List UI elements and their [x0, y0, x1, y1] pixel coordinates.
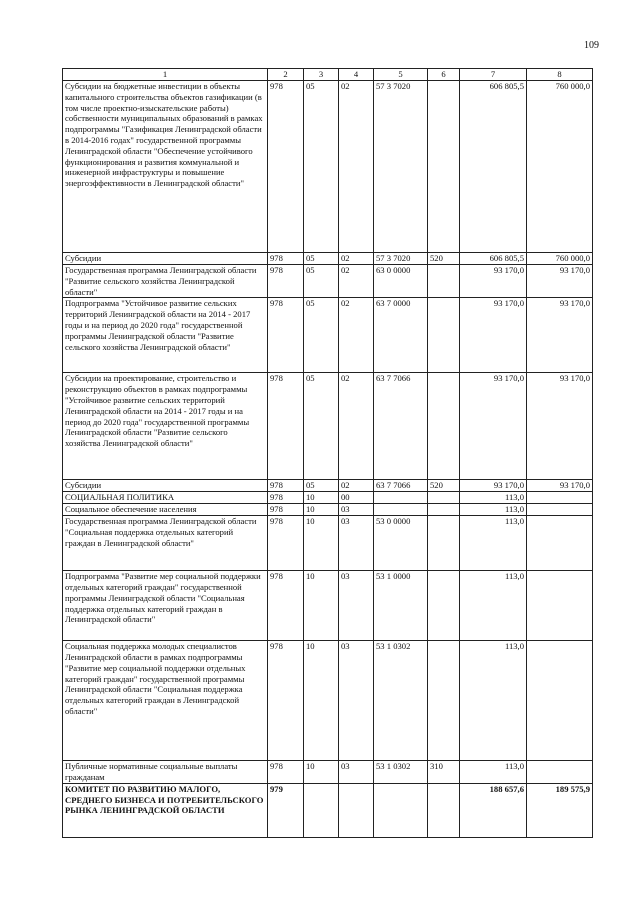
expense-type-cell: 310 [428, 761, 460, 784]
section-code-cell: 05 [304, 253, 339, 265]
row-name-cell: Государственная программа Ленинградской области "Развитие сельского хозяйства Ленинградской области" [63, 265, 268, 298]
row-name-cell: Социальная поддержка молодых специалистов Ленинградской области в рамках подпрограммы "Развитие мер социальной поддержки отдельных категорий граждан" государственной программы Ленинградской области "Социальная поддержка отдельных категорий граждан в Ленинградской области" [63, 641, 268, 761]
amount-year-1-cell: 188 657,6 [460, 783, 527, 837]
expense-type-cell [428, 641, 460, 761]
table-row [63, 253, 593, 265]
column-number-row [63, 69, 593, 81]
column-number: 2 [268, 69, 304, 81]
column-number: 1 [63, 69, 268, 81]
target-article-cell [374, 504, 428, 516]
target-article-cell: 53 1 0000 [374, 571, 428, 641]
subsection-code-cell: 02 [339, 253, 374, 265]
table-row [63, 641, 593, 761]
table-row [63, 492, 593, 504]
row-name-cell: Социальное обеспечение населения [63, 504, 268, 516]
table-row [63, 571, 593, 641]
amount-year-2-cell: 93 170,0 [527, 373, 593, 480]
subsection-code-cell: 00 [339, 492, 374, 504]
department-code-cell: 978 [268, 81, 304, 253]
amount-year-2-cell [527, 516, 593, 571]
section-code-cell: 10 [304, 571, 339, 641]
subsection-code-cell: 03 [339, 504, 374, 516]
expense-type-cell [428, 783, 460, 837]
department-code-cell: 978 [268, 265, 304, 298]
target-article-cell: 63 0 0000 [374, 265, 428, 298]
department-code-cell: 978 [268, 480, 304, 492]
target-article-cell: 57 3 7020 [374, 253, 428, 265]
amount-year-1-cell: 113,0 [460, 492, 527, 504]
target-article-cell: 53 0 0000 [374, 516, 428, 571]
section-code-cell: 10 [304, 761, 339, 784]
department-code-cell: 979 [268, 783, 304, 837]
section-code-cell: 05 [304, 480, 339, 492]
column-number: 3 [304, 69, 339, 81]
amount-year-2-cell: 189 575,9 [527, 783, 593, 837]
table-row [63, 373, 593, 480]
department-code-cell: 978 [268, 641, 304, 761]
subsection-code-cell: 02 [339, 480, 374, 492]
amount-year-1-cell: 93 170,0 [460, 298, 527, 373]
section-code-cell: 10 [304, 504, 339, 516]
expense-type-cell [428, 504, 460, 516]
row-name-cell: Подпрограмма "Развитие мер социальной поддержки отдельных категорий граждан" государственной программы Ленинградской области "Социальная поддержка отдельных категорий граждан в Ленинградской области" [63, 571, 268, 641]
column-number: 8 [527, 69, 593, 81]
amount-year-2-cell [527, 492, 593, 504]
row-name-cell: СОЦИАЛЬНАЯ ПОЛИТИКА [63, 492, 268, 504]
section-code-cell: 05 [304, 265, 339, 298]
department-code-cell: 978 [268, 298, 304, 373]
expense-type-cell [428, 492, 460, 504]
expense-type-cell [428, 81, 460, 253]
section-code-cell: 10 [304, 516, 339, 571]
row-name-cell: Публичные нормативные социальные выплаты гражданам [63, 761, 268, 784]
table-row [63, 81, 593, 253]
section-code-cell: 05 [304, 81, 339, 253]
subsection-code-cell: 02 [339, 81, 374, 253]
section-code-cell: 05 [304, 373, 339, 480]
section-code-cell: 10 [304, 641, 339, 761]
amount-year-1-cell: 113,0 [460, 571, 527, 641]
amount-year-2-cell [527, 641, 593, 761]
target-article-cell: 53 1 0302 [374, 641, 428, 761]
amount-year-2-cell [527, 571, 593, 641]
amount-year-1-cell: 606 805,5 [460, 81, 527, 253]
column-number: 5 [374, 69, 428, 81]
department-code-cell: 978 [268, 571, 304, 641]
expense-type-cell [428, 373, 460, 480]
page-number: 109 [584, 40, 599, 51]
target-article-cell: 63 7 7066 [374, 480, 428, 492]
row-name-cell: КОМИТЕТ ПО РАЗВИТИЮ МАЛОГО, СРЕДНЕГО БИЗНЕСА И ПОТРЕБИТЕЛЬСКОГО РЫНКА ЛЕНИНГРАДСКОЙ ОБЛАСТИ [63, 783, 268, 837]
subsection-code-cell: 02 [339, 265, 374, 298]
table-row [63, 480, 593, 492]
target-article-cell: 63 7 0000 [374, 298, 428, 373]
department-code-cell: 978 [268, 761, 304, 784]
table-row [63, 298, 593, 373]
target-article-cell [374, 783, 428, 837]
expense-type-cell [428, 571, 460, 641]
target-article-cell: 63 7 7066 [374, 373, 428, 480]
department-code-cell: 978 [268, 504, 304, 516]
subsection-code-cell: 03 [339, 761, 374, 784]
table-row [63, 761, 593, 784]
row-name-cell: Субсидии на проектирование, строительство и реконструкцию объектов в рамках подпрограммы "Устойчивое развитие сельских территорий Ленинградской области на 2014 - 2017 годы и на период до 2020 года" государственной программы Ленинградской области "Развитие сельского хозяйства Ленинградской области" [63, 373, 268, 480]
department-code-cell: 978 [268, 253, 304, 265]
expense-type-cell [428, 298, 460, 373]
expense-type-cell: 520 [428, 253, 460, 265]
subsection-code-cell: 03 [339, 571, 374, 641]
department-code-cell: 978 [268, 516, 304, 571]
column-number: 6 [428, 69, 460, 81]
section-code-cell: 05 [304, 298, 339, 373]
expense-type-cell: 520 [428, 480, 460, 492]
amount-year-1-cell: 113,0 [460, 641, 527, 761]
table-row [63, 783, 593, 837]
subsection-code-cell: 02 [339, 373, 374, 480]
amount-year-2-cell: 93 170,0 [527, 265, 593, 298]
subsection-code-cell: 03 [339, 641, 374, 761]
column-number: 4 [339, 69, 374, 81]
target-article-cell [374, 492, 428, 504]
department-code-cell: 978 [268, 373, 304, 480]
section-code-cell [304, 783, 339, 837]
row-name-cell: Субсидии [63, 480, 268, 492]
amount-year-2-cell: 93 170,0 [527, 480, 593, 492]
row-name-cell: Субсидии [63, 253, 268, 265]
subsection-code-cell [339, 783, 374, 837]
column-number: 7 [460, 69, 527, 81]
section-code-cell: 10 [304, 492, 339, 504]
department-code-cell: 978 [268, 492, 304, 504]
expense-type-cell [428, 516, 460, 571]
amount-year-2-cell [527, 761, 593, 784]
amount-year-2-cell: 760 000,0 [527, 253, 593, 265]
amount-year-2-cell: 93 170,0 [527, 298, 593, 373]
amount-year-1-cell: 113,0 [460, 504, 527, 516]
amount-year-1-cell: 93 170,0 [460, 480, 527, 492]
subsection-code-cell: 02 [339, 298, 374, 373]
target-article-cell: 53 1 0302 [374, 761, 428, 784]
table-row [63, 504, 593, 516]
row-name-cell: Субсидии на бюджетные инвестиции в объекты капитального строительства объектов газификации (в том числе проектно-изыскательские работы) собственности муниципальных образований в рамках подпрограммы "Газификация Ленинградской области в 2014-2016 годах" государственной программы Ленинградской области "Обеспечение устойчивого функционирования и развития коммунальной и инженерной инфраструктуры и повышение энергоэффективности в Ленинградской области" [63, 81, 268, 253]
amount-year-2-cell: 760 000,0 [527, 81, 593, 253]
amount-year-1-cell: 606 805,5 [460, 253, 527, 265]
amount-year-1-cell: 113,0 [460, 516, 527, 571]
target-article-cell: 57 3 7020 [374, 81, 428, 253]
row-name-cell: Государственная программа Ленинградской области "Социальная поддержка отдельных категорий граждан в Ленинградской области" [63, 516, 268, 571]
amount-year-2-cell [527, 504, 593, 516]
table-row [63, 516, 593, 571]
budget-table [62, 68, 593, 838]
table-row [63, 265, 593, 298]
row-name-cell: Подпрограмма "Устойчивое развитие сельских территорий Ленинградской области на 2014 - 2017 годы и на период до 2020 года" государственной программы Ленинградской области "Развитие сельского хозяйства Ленинградской области" [63, 298, 268, 373]
amount-year-1-cell: 93 170,0 [460, 265, 527, 298]
subsection-code-cell: 03 [339, 516, 374, 571]
expense-type-cell [428, 265, 460, 298]
amount-year-1-cell: 113,0 [460, 761, 527, 784]
amount-year-1-cell: 93 170,0 [460, 373, 527, 480]
